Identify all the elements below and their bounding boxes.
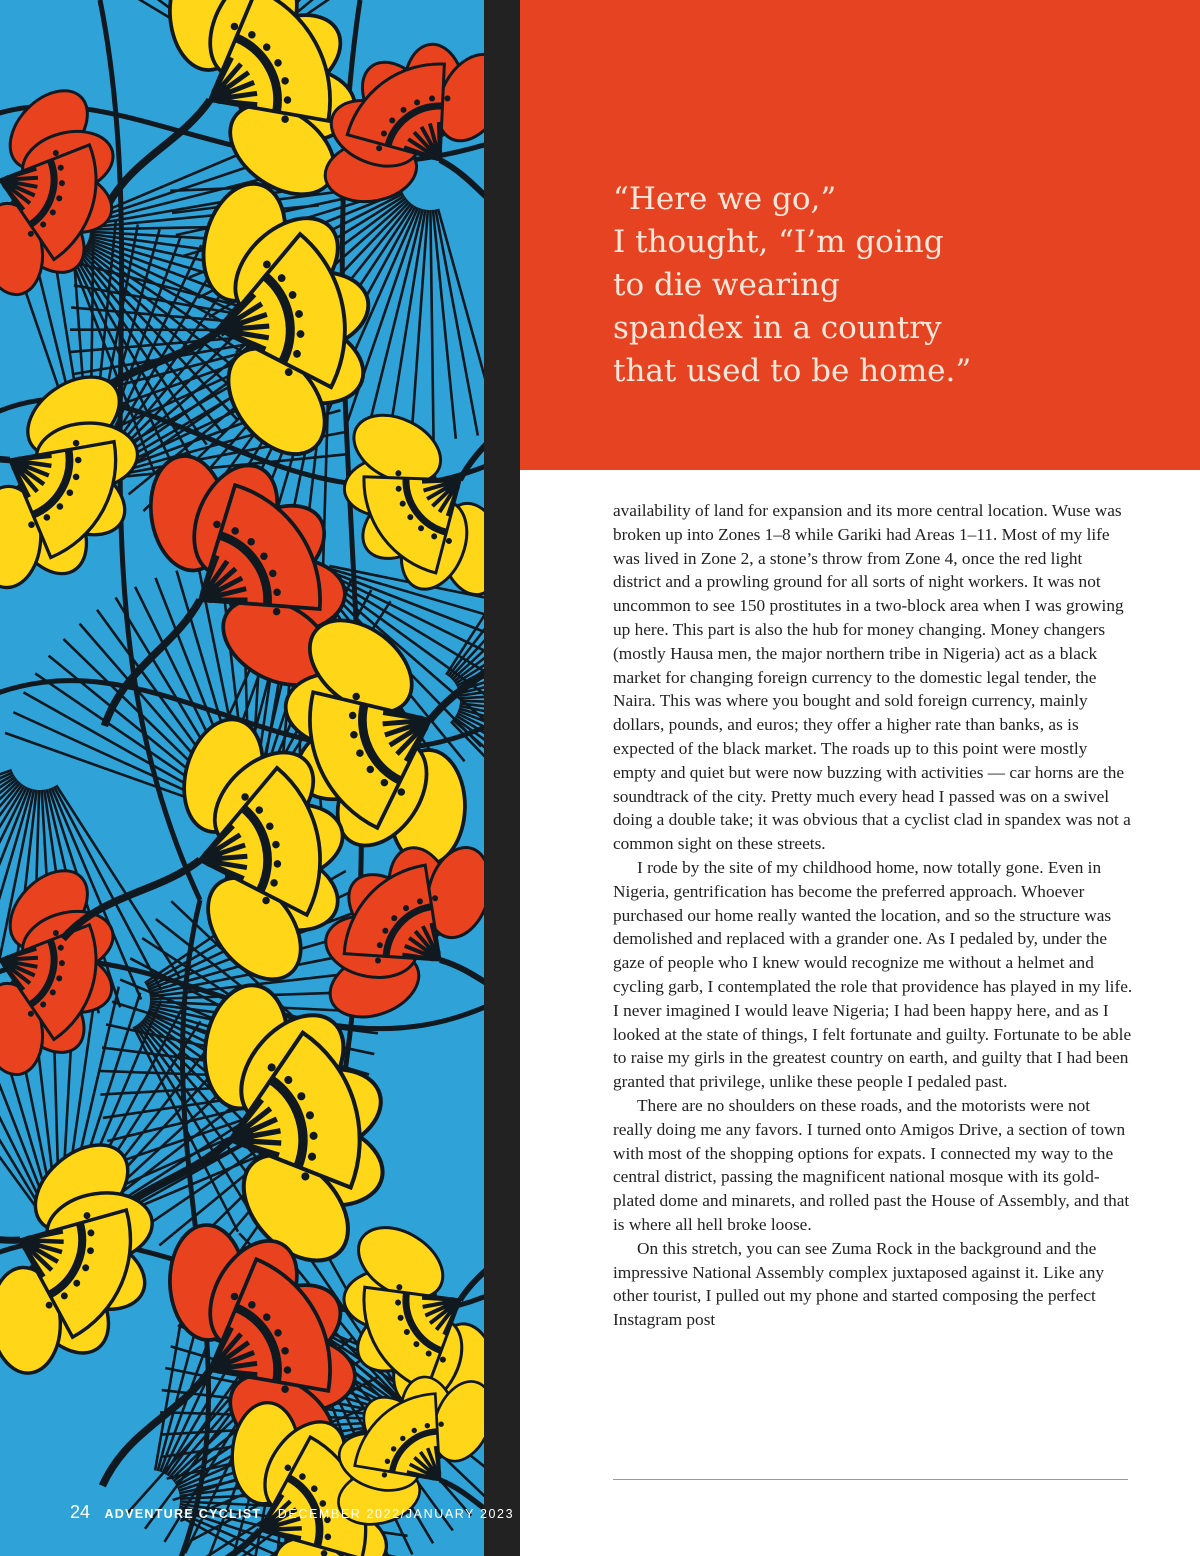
page-footer bbox=[70, 1500, 514, 1524]
pull-quote: “Here we go,” I thought, “I’m going to die wearing spandex in a country that used to be home.” bbox=[613, 181, 972, 389]
article-paragraph: I rode by the site of my childhood home, now totally gone. Even in Nigeria, gentrification has become the preferred approach. Whoever purchased our home really wanted the location, and so the structure was demolished and replaced with a grander one. As I pedaled by, under the gaze of people who I knew would recognize me without a helmet and cycling garb, I contemplated the role that providence has played in my life. I never imagined I would leave Nigeria; I had been happy here, and as I looked at the state of things, I felt fortunate and guilty. Fortunate to be able to raise my girls in the greatest country on earth, and guilty that I had been granted that privilege, unlike these people I pedaled past. bbox=[613, 857, 1133, 1092]
page-number: 24 bbox=[70, 1502, 91, 1522]
column-divider-rule bbox=[613, 1479, 1128, 1480]
magazine-name: ADVENTURE CYCLIST bbox=[104, 1507, 262, 1521]
black-border-band bbox=[484, 0, 520, 1556]
article-paragraph: There are no shoulders on these roads, and the motorists were not really doing me any favors. I turned onto Amigos Drive, a section of town with most of the shopping options for expats. I connected my way to the central district, passing the magnificent national mosque with its gold-plated dome and minarets, and rolled past the House of Assembly, and that is where all hell broke loose. bbox=[613, 1095, 1130, 1234]
issue-date: DECEMBER 2022/JANUARY 2023 bbox=[277, 1507, 515, 1521]
wax-print-flower-pattern bbox=[0, 0, 484, 1556]
article-paragraph: On this stretch, you can see Zuma Rock in the background and the impressive National Assembly complex juxtaposed against it. Like any other tourist, I pulled out my phone and started composing the perfect Instagram post bbox=[613, 1238, 1104, 1330]
article-paragraph: availability of land for expansion and its more central location. Wuse was broken up into Zones 1–8 while Gariki had Areas 1–11. Most of my life was lived in Zone 2, a stone’s throw from Zone 4, once the red light district and a prowling ground for all sorts of night workers. It was not uncommon to see 150 prostitutes in a two-block area when I was growing up here. This part is also the hub for money changing. Money changers (mostly Hausa men, the major northern tribe in Nigeria) act as a black market for changing foreign currency to the domestic legal tender, the Naira. This was where you bought and sold foreign currency, mainly dollars, pounds, and euros; they offer a higher rate than banks, as is expected of the black market. The roads up to this point were mostly empty and quiet but were now buzzing with activities — car horns are the soundtrack of the city. Pretty much every head I passed was on a swivel doing a double take; it was obvious that a cyclist clad in spandex was not a common sight on these streets. bbox=[613, 501, 1131, 854]
article-body bbox=[613, 499, 1133, 1332]
